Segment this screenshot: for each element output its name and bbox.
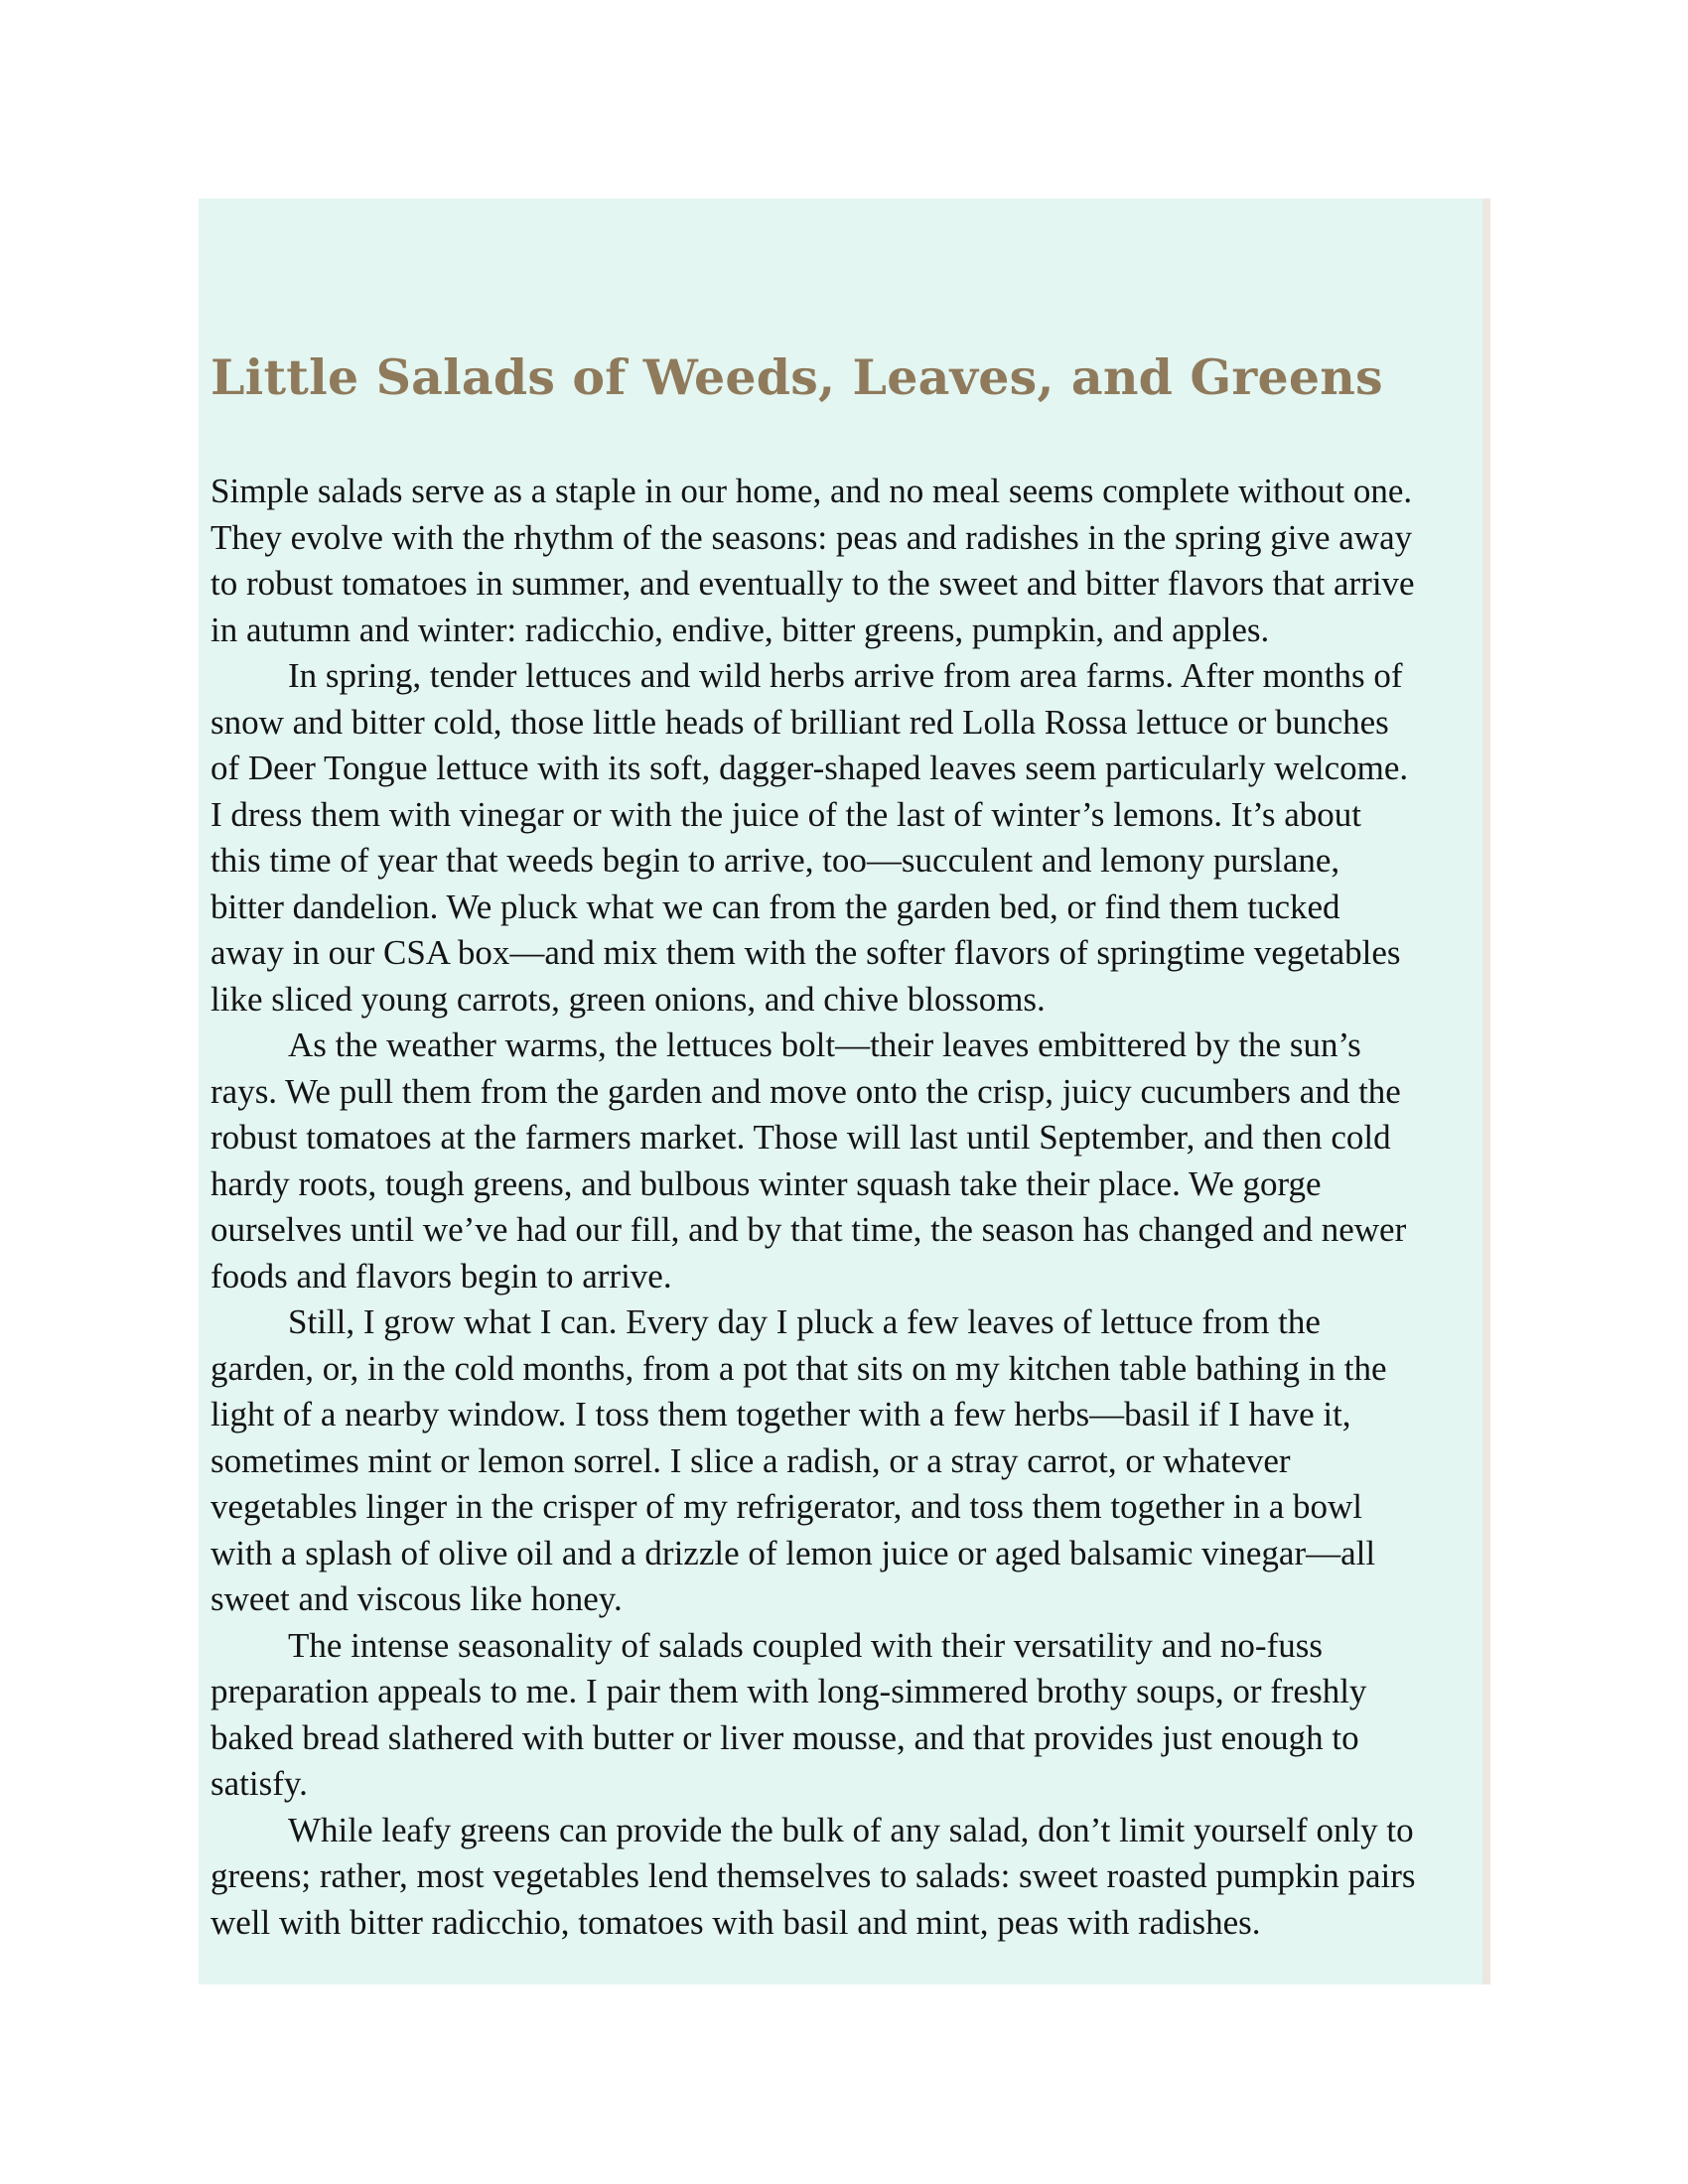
- text-line: like sliced young carrots, green onions, and chive blossoms.: [211, 979, 1046, 1019]
- text-line: to robust tomatoes in summer, and eventually to the sweet and bitter flavors that arrive: [211, 564, 1415, 603]
- paragraph: [211, 653, 1497, 1023]
- text-line: vegetables linger in the crisper of my refrigerator, and toss them together in a bowl: [211, 1487, 1363, 1526]
- text-line: In spring, tender lettuces and wild herbs arrive from area farms. After months of: [288, 656, 1403, 695]
- paragraph: [211, 1623, 1497, 1808]
- text-line: I dress them with vinegar or with the juice of the last of winter’s lemons. It’s about: [211, 794, 1361, 834]
- paragraph: [211, 1808, 1497, 1947]
- text-line: foods and flavors begin to arrive.: [211, 1256, 672, 1296]
- text-line: garden, or, in the cold months, from a pot that sits on my kitchen table bathing in the: [211, 1348, 1387, 1388]
- text-line: satisfy.: [211, 1764, 308, 1803]
- text-line: sweet and viscous like honey.: [211, 1579, 623, 1618]
- text-line: rays. We pull them from the garden and move onto the crisp, juicy cucumbers and the: [211, 1071, 1401, 1111]
- paragraph: [211, 469, 1497, 653]
- text-line: As the weather warms, the lettuces bolt—their leaves embittered by the sun’s: [288, 1025, 1361, 1064]
- text-line: hardy roots, tough greens, and bulbous winter squash take their place. We gorge: [211, 1163, 1322, 1203]
- paragraph: [211, 1023, 1497, 1299]
- text-line: light of a nearby window. I toss them together with a few herbs—basil if I have it,: [211, 1395, 1351, 1433]
- text-line: this time of year that weeds begin to arrive, too—succulent and lemony purslane,: [211, 841, 1340, 880]
- text-line: Still, I grow what I can. Every day I pluck a few leaves of lettuce from the: [288, 1302, 1321, 1341]
- text-line: robust tomatoes at the farmers market. Those will last until September, and then cold: [211, 1118, 1391, 1157]
- text-line: preparation appeals to me. I pair them with long-simmered brothy soups, or freshly: [211, 1672, 1367, 1710]
- text-line: ourselves until we’ve had our fill, and by that time, the season has changed and newer: [211, 1210, 1407, 1249]
- page-title: Little Salads of Weeds, Leaves, and Greens: [211, 348, 1383, 406]
- text-line: greens; rather, most vegetables lend themselves to salads: sweet roasted pumpkin pairs: [211, 1856, 1416, 1895]
- text-line: away in our CSA box—and mix them with the softer flavors of springtime vegetables: [211, 933, 1401, 972]
- text-line: bitter dandelion. We pluck what we can from the garden bed, or find them tucked: [211, 887, 1340, 926]
- text-line: with a splash of olive oil and a drizzle of lemon juice or aged balsamic vinegar—all: [211, 1533, 1376, 1572]
- text-line: The intense seasonality of salads coupled with their versatility and no-fuss: [288, 1625, 1323, 1665]
- article-body: [211, 469, 1497, 1946]
- text-line: baked bread slathered with butter or liver mousse, and that provides just enough to: [211, 1717, 1359, 1757]
- text-line: sometimes mint or lemon sorrel. I slice a radish, or a stray carrot, or whatever: [211, 1440, 1291, 1480]
- text-line: well with bitter radicchio, tomatoes with basil and mint, peas with radishes.: [211, 1902, 1261, 1942]
- text-line: of Deer Tongue lettuce with its soft, dagger-shaped leaves seem particularly welcome.: [211, 749, 1409, 787]
- text-line: in autumn and winter: radicchio, endive, bitter greens, pumpkin, and apples.: [211, 610, 1270, 649]
- text-line: While leafy greens can provide the bulk of any salad, don’t limit yourself only to: [288, 1810, 1414, 1849]
- paragraph: [211, 1299, 1497, 1623]
- document-content: [211, 342, 1497, 1971]
- text-line: They evolve with the rhythm of the seasons: peas and radishes in the spring give away: [211, 517, 1413, 557]
- text-line: snow and bitter cold, those little heads of brilliant red Lolla Rossa lettuce or bunches: [211, 702, 1389, 742]
- text-line: Simple salads serve as a staple in our home, and no meal seems complete without one.: [211, 472, 1413, 510]
